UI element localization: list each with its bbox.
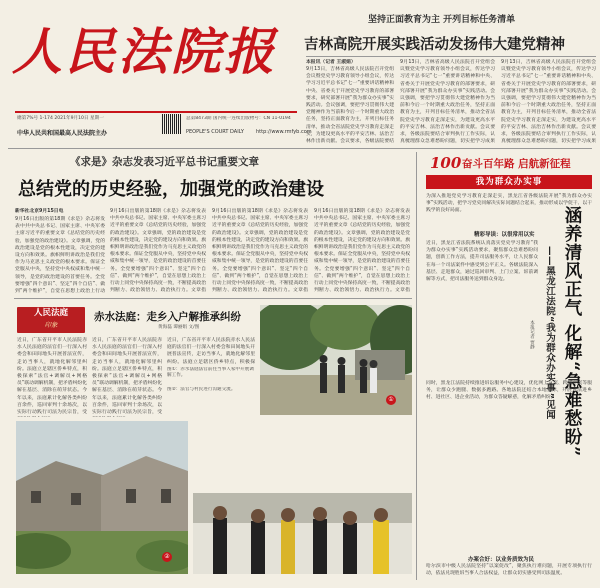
- feature-kicker: 《求是》杂志发表习近平总书记重要文章: [70, 156, 259, 168]
- feature-body-col4: 9月16日出版的第18期《求是》杂志将发表中共中央总书记、国家主席、中央军委主席习近平的重要文章《总结党的历史经验，加强党的政治建设》。文章强调，党的政治建设是党的根本性建设，决定党的建设方向和效果。旗帜鲜明讲政治是我们党作为马克思主义政党的根本要求。保证全党服从中央，坚持党中央权威和集中统一领导，是党的政治建设的首要任务。全党要增强“四个意识”、坚定“四个自信”、做到“两个维护”，自觉在思想上政治上行动上同党中央保持高度一致，不断提高政治判断力、政治领悟力、政治执行力。文章指: [314, 209, 410, 294]
- top-headline-body-col2: 9月13日，吉林省高级人民法院召开党组会议暨党史学习教育领导小组会议，传达学习习近平总书记“七一”重要讲话精神和中央、省委关于开展党史学习教育的部署要求，研究部署开展“我为群众办实事”实践活动。会议强调，要把学习贯彻伟大建党精神作为当前和今后一个时期重大政治任务，坚持正面教育为主，开列目标任务清单，推动全省法院党史学习教育走深走实，为建设更高水平的平安吉林、法治吉林作出新贡献。会议要求，各级法院要结合审判执行工作实际，认真梳理群众急难愁盼问题，切实把学习成果: [400, 60, 495, 145]
- banner-subtitle-box: [426, 175, 592, 189]
- issue-info-left: 總第7%号 1-174 2021年9月10日 星期一: [17, 116, 104, 121]
- website: http://www.rmfyb.com: [256, 129, 312, 135]
- banner-subtitle: 我为群众办实事: [475, 177, 543, 187]
- banner-100-logo: 100: [430, 154, 462, 172]
- right-vertical-headline: 涵养清风正气 化解“急难愁盼”: [562, 206, 582, 458]
- feature-title: 总结党的历史经验，加强党的政治建设: [18, 179, 324, 200]
- english-name: PEOPLE'S COURT DAILY: [186, 129, 244, 135]
- court-photo-3: [193, 493, 412, 574]
- photo-caption-2: 图②：法官与村民进行沟通交流。: [167, 387, 236, 392]
- feature-body-col2: 9月16日出版的第18期《求是》杂志将发表中共中央总书记、国家主席、中央军委主席习近平的重要文章《总结党的历史经验，加强党的政治建设》。文章强调，党的政治建设是党的根本性建设，决定党的建设方向和效果。旗帜鲜明讲政治是我们党作为马克思主义政党的根本要求。保证全党服从中央，坚持党中央权威和集中统一领导，是党的政治建设的首要任务。全党要增强“四个意识”、坚定“四个自信”、做到“两个维护”，自觉在思想上政治上行动上同党中央保持高度一致，不断提高政治判断力、政治领悟力、政治执行力。文章指: [110, 209, 206, 294]
- section-logo-sub: 印象: [44, 321, 58, 329]
- right-reporter: 本报记者 贾静: [529, 320, 535, 350]
- top-headline-rule: [306, 56, 596, 57]
- top-headline-body: 9月13日，吉林省高级人民法院召开党组会议暨党史学习教育领导小组会议，传达学习习近平总书记“七一”重要讲话精神和中央、省委关于开展党史学习教育的部署要求，研究部署开展“我为群众办实事”实践活动。会议强调，要把学习贯彻伟大建党精神作为当前和今后一个时期重大政治任务，坚持正面教育为主，开列目标任务清单，推动全省法院党史学习教育走深走实，为建设更高水平的平安吉林、法治吉林作出新贡献。会议要求，各级法院要结: [306, 67, 394, 145]
- sub-story-title: 赤水法庭：走乡入户解推承纠纷: [94, 311, 241, 323]
- banner-title: 奋斗百年路 启航新征程: [462, 158, 571, 170]
- section-logo-title: 人民法庭: [33, 308, 68, 318]
- masthead-rule: [15, 111, 297, 113]
- right-vertical-subheadline: ——黑龙江法院“我为群众办实事”见闻: [544, 246, 555, 420]
- intro-section-title: 精彩导读：以很常用以实: [474, 232, 535, 238]
- section-logo: [17, 307, 85, 333]
- feature-bottom-rule: [14, 298, 412, 299]
- top-headline-body-col3: 9月13日，吉林省高级人民法院召开党组会议暨党史学习教育领导小组会议，传达学习习近平总书记“七一”重要讲话精神和中央、省委关于开展党史学习教育的部署要求，研究部署开展“我为群众办实事”实践活动。会议强调，要把学习贯彻伟大建党精神作为当前和今后一个时期重大政治任务，坚持正面教育为主，开列目标任务清单，推动全省法院党史学习教育走深走实，为建设更高水平的平安吉林、法治吉林作出新贡献。会议要求，各级法院要结合审判执行工作实际，认真梳理群众急难愁盼问题，切实把学习成果: [501, 60, 596, 145]
- section-divider: [8, 148, 592, 149]
- right-top-body: 为深入推进党史学习教育走深走实，黑龙江省各级法院开展“我为群众办实事”实践活动，把学习党史同解决实际问题结合起来，推动形成以学促干、以干践学的良好局面。: [426, 194, 592, 214]
- sub-story-byline: 黄海磊 谭丽娟 文/图: [158, 325, 200, 330]
- feature-byline: 新华社北京9月15日电: [15, 209, 64, 214]
- top-headline-kicker: 坚持正面教育为主 开列目标任务清单: [368, 15, 516, 25]
- court-photo-2: [16, 421, 188, 574]
- sub-story-body-col2: 近日，广东省开平市人民法院赤水人民法庭的法官们一行深入村委会和田间地头开展普法宣传，走访当事人，就地化解邻里纠纷。法庭立足辖区侨乡特点，积极探索“法官+调解员+网格员”联动调解机制，把矛盾纠纷化解在基层、消除在萌芽状态。今年以来，法庭累计化解各类纠纷百余件，巡回审判十余场次，以实际行动践行司法为民宗旨，受: [92, 338, 162, 416]
- right-body-2: 同时，黑龙江法院持续推进诉讼服务中心建设，优化网上立案、跨域立案等服务，让群众少跑腿、数据多跑路。各地法院还结合本地实际，开展送法进乡村、进社区、进企业活动，为群众答疑解惑，化解矛盾纠纷。: [426, 381, 592, 401]
- photo-label-1: ①: [386, 395, 396, 405]
- photo-caption-1: 图①：赤水法庭法官前往当事人家中开展调解工作。: [167, 367, 254, 379]
- barcode-icon: [162, 114, 182, 134]
- top-headline-title: 吉林高院开展实践活动发扬伟大建党精神: [304, 36, 565, 53]
- issue-info-right: 总第8473期 国内统一连续出版物号：CN 11-0194: [186, 116, 291, 121]
- right-body-1: 近日，黑龙江省法院系统认真落实党史学习教育“我为群众办实事”实践活动要求，聚焦群众急难愁盼问题，创新工作方法，提升司法服务水平，让人民群众在每一个司法案件中感受到公平正义。各级法院深入基层、走进群众，通过巡回审判、上门立案、诉前调解等方式，把司法服务送到群众身边。: [426, 241, 538, 283]
- masthead-title: 人民法院报: [12, 22, 277, 81]
- column-divider: [416, 152, 417, 580]
- sub-story-body-col1: 近日，广东省开平市人民法院赤水人民法庭的法官们一行深入村委会和田间地头开展普法宣传，走访当事人，就地化解邻里纠纷。法庭立足辖区侨乡特点，积极探索“法官+调解员+网格员”联动调解机制，把矛盾纠纷化解在基层、消除在萌芽状态。今年以来，法庭累计化解各类纠纷百余件，巡回审判十余场次，以实际行动践行司法为民宗旨，受: [17, 338, 87, 416]
- top-headline-byline: 本报讯（记者 王淑娟）: [306, 60, 356, 65]
- right-section2-title: 办案合好：以业务质效为民: [468, 557, 535, 563]
- right-body-3: 哈尔滨市中级人民法院坚持“以案促改”，聚焦执行难问题，开展专项执行行动，依法兑现胜诉当事人合法权益，让群众切实感受到司法温度。: [426, 564, 592, 577]
- feature-body-col3: 9月16日出版的第18期《求是》杂志将发表中共中央总书记、国家主席、中央军委主席习近平的重要文章《总结党的历史经验，加强党的政治建设》。文章强调，党的政治建设是党的根本性建设，决定党的建设方向和效果。旗帜鲜明讲政治是我们党作为马克思主义政党的根本要求。保证全党服从中央，坚持党中央权威和集中统一领导，是党的政治建设的首要任务。全党要增强“四个意识”、坚定“四个自信”、做到“两个维护”，自觉在思想上政治上行动上同党中央保持高度一致，不断提高政治判断力、政治领悟力、政治执行力。文章指: [212, 209, 308, 294]
- feature-body-col1: 9月16日出版的第18期《求是》杂志将发表中共中央总书记、国家主席、中央军委主席习近平的重要文章《总结党的历史经验，加强党的政治建设》。文章强调，党的政治建设是党的根本性建设，决定党的建设方向和效果。旗帜鲜明讲政治是我们党作为马克思主义政党的根本要求。保证全党服从中央，坚持党中央权威和集中统一领导，是党的政治建设的首要任务。全党要增强“四个意识”、坚定“四个自信”、做到“两个维护”，自觉在思想上政治上行动: [15, 217, 105, 294]
- publisher-line: 中华人民共和国最高人民法院主办: [17, 130, 108, 137]
- photo-label-2: ②: [162, 552, 172, 562]
- sub-story-body-col3: 近日，广东省开平市人民法院赤水人民法庭的法官们一行深入村委会和田间地头开展普法宣传，走访当事人，就地化解邻里纠纷。法庭立足辖区侨乡特点，积极探: [167, 338, 255, 365]
